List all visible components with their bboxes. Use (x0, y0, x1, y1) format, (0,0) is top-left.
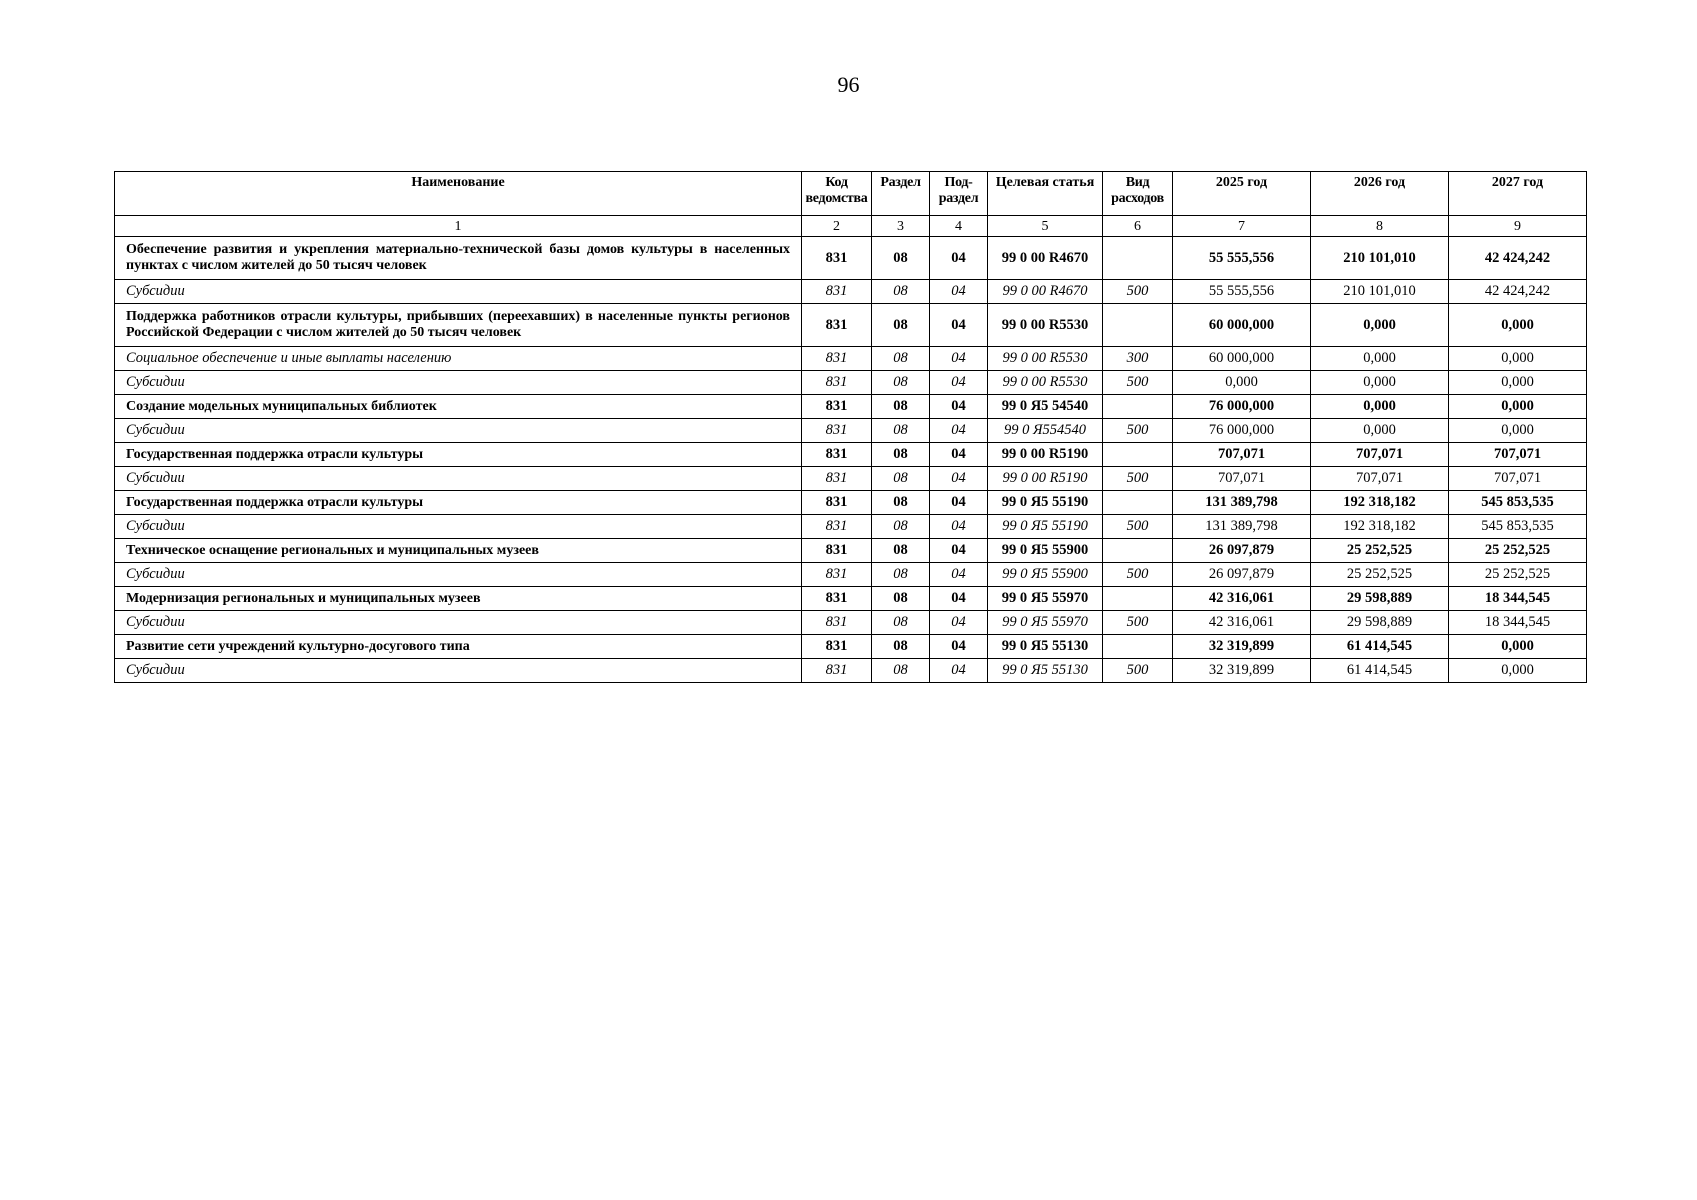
amount-2026-cell: 29 598,889 (1311, 611, 1449, 635)
amount-2027-cell: 0,000 (1449, 395, 1587, 419)
section-cell: 08 (872, 443, 930, 467)
header-year-2027: 2027 год (1449, 172, 1587, 216)
department-code-cell: 831 (802, 419, 872, 443)
subsection-cell: 04 (930, 371, 988, 395)
table-row (115, 371, 1587, 395)
target-article-cell: 99 0 00 R5530 (988, 371, 1103, 395)
row-name: Субсидии (115, 611, 802, 635)
table-row (115, 611, 1587, 635)
amount-2027-cell: 42 424,242 (1449, 237, 1587, 280)
row-name: Техническое оснащение региональных и муниципальных музеев (115, 539, 802, 563)
table-row (115, 304, 1587, 347)
table-row (115, 515, 1587, 539)
table-row (115, 419, 1587, 443)
amount-2026-cell: 707,071 (1311, 443, 1449, 467)
amount-2025-cell: 76 000,000 (1173, 395, 1311, 419)
subsection-cell: 04 (930, 539, 988, 563)
expense-type-cell (1103, 635, 1173, 659)
amount-2027-cell: 0,000 (1449, 659, 1587, 683)
amount-2026-cell: 0,000 (1311, 395, 1449, 419)
header-target-article: Целевая статья (988, 172, 1103, 216)
table-row (115, 539, 1587, 563)
header-year-2026: 2026 год (1311, 172, 1449, 216)
subsection-cell: 04 (930, 563, 988, 587)
amount-2026-cell: 25 252,525 (1311, 539, 1449, 563)
target-article-cell: 99 0 Я5 55130 (988, 635, 1103, 659)
amount-2027-cell: 0,000 (1449, 371, 1587, 395)
amount-2025-cell: 0,000 (1173, 371, 1311, 395)
amount-2025-cell: 32 319,899 (1173, 635, 1311, 659)
department-code-cell: 831 (802, 347, 872, 371)
section-cell: 08 (872, 515, 930, 539)
column-number: 9 (1449, 216, 1587, 237)
amount-2027-cell: 545 853,535 (1449, 491, 1587, 515)
subsection-cell: 04 (930, 304, 988, 347)
expense-type-cell (1103, 395, 1173, 419)
subsection-cell: 04 (930, 443, 988, 467)
section-cell: 08 (872, 659, 930, 683)
section-cell: 08 (872, 280, 930, 304)
department-code-cell: 831 (802, 237, 872, 280)
amount-2027-cell: 707,071 (1449, 443, 1587, 467)
header-name: Наименование (115, 172, 802, 216)
amount-2026-cell: 210 101,010 (1311, 237, 1449, 280)
target-article-cell: 99 0 Я5 55970 (988, 611, 1103, 635)
column-number: 7 (1173, 216, 1311, 237)
column-number: 4 (930, 216, 988, 237)
target-article-cell: 99 0 Я5 55900 (988, 563, 1103, 587)
department-code-cell: 831 (802, 587, 872, 611)
amount-2027-cell: 18 344,545 (1449, 587, 1587, 611)
target-article-cell: 99 0 Я5 55900 (988, 539, 1103, 563)
department-code-cell: 831 (802, 280, 872, 304)
target-article-cell: 99 0 Я5 55970 (988, 587, 1103, 611)
amount-2027-cell: 25 252,525 (1449, 539, 1587, 563)
subsection-cell: 04 (930, 587, 988, 611)
table-row (115, 237, 1587, 280)
table-row (115, 587, 1587, 611)
amount-2026-cell: 210 101,010 (1311, 280, 1449, 304)
section-cell: 08 (872, 563, 930, 587)
expense-type-cell (1103, 491, 1173, 515)
department-code-cell: 831 (802, 515, 872, 539)
target-article-cell: 99 0 00 R4670 (988, 237, 1103, 280)
section-cell: 08 (872, 587, 930, 611)
column-number-row (115, 216, 1587, 237)
amount-2025-cell: 707,071 (1173, 467, 1311, 491)
table-row (115, 395, 1587, 419)
row-name: Субсидии (115, 419, 802, 443)
section-cell: 08 (872, 419, 930, 443)
row-name: Обеспечение развития и укрепления материально-технической базы домов культуры в населенных пунктах с числом жителей до 50 тысяч человек (115, 237, 802, 280)
department-code-cell: 831 (802, 467, 872, 491)
row-name: Государственная поддержка отрасли культуры (115, 443, 802, 467)
amount-2027-cell: 0,000 (1449, 635, 1587, 659)
row-name: Поддержка работников отрасли культуры, прибывших (переехавших) в населенные пункты регионов Российской Федерации с числом жителей до 50 тысяч человек (115, 304, 802, 347)
row-name: Государственная поддержка отрасли культуры (115, 491, 802, 515)
table-body (115, 237, 1587, 683)
amount-2026-cell: 192 318,182 (1311, 515, 1449, 539)
row-name: Субсидии (115, 659, 802, 683)
amount-2025-cell: 42 316,061 (1173, 611, 1311, 635)
row-name: Субсидии (115, 371, 802, 395)
amount-2027-cell: 0,000 (1449, 419, 1587, 443)
section-cell: 08 (872, 237, 930, 280)
header-year-2025: 2025 год (1173, 172, 1311, 216)
row-name: Субсидии (115, 280, 802, 304)
expense-type-cell: 300 (1103, 347, 1173, 371)
subsection-cell: 04 (930, 467, 988, 491)
table-row (115, 563, 1587, 587)
header-department-code: Код ведомства (802, 172, 872, 216)
subsection-cell: 04 (930, 237, 988, 280)
department-code-cell: 831 (802, 563, 872, 587)
expense-type-cell: 500 (1103, 371, 1173, 395)
amount-2025-cell: 131 389,798 (1173, 491, 1311, 515)
column-number: 1 (115, 216, 802, 237)
subsection-cell: 04 (930, 395, 988, 419)
target-article-cell: 99 0 Я5 55190 (988, 491, 1103, 515)
row-name: Развитие сети учреждений культурно-досугового типа (115, 635, 802, 659)
subsection-cell: 04 (930, 515, 988, 539)
subsection-cell: 04 (930, 347, 988, 371)
amount-2025-cell: 55 555,556 (1173, 280, 1311, 304)
table-row (115, 443, 1587, 467)
row-name: Модернизация региональных и муниципальных музеев (115, 587, 802, 611)
budget-table (114, 171, 1587, 683)
target-article-cell: 99 0 00 R5190 (988, 467, 1103, 491)
section-cell: 08 (872, 304, 930, 347)
header-expense-type: Вид расходов (1103, 172, 1173, 216)
table-row (115, 347, 1587, 371)
target-article-cell: 99 0 Я5 54540 (988, 395, 1103, 419)
expense-type-cell: 500 (1103, 515, 1173, 539)
column-number: 2 (802, 216, 872, 237)
row-name: Субсидии (115, 563, 802, 587)
column-number: 6 (1103, 216, 1173, 237)
section-cell: 08 (872, 347, 930, 371)
expense-type-cell (1103, 587, 1173, 611)
amount-2026-cell: 0,000 (1311, 304, 1449, 347)
expense-type-cell: 500 (1103, 467, 1173, 491)
header-subsection: Под-раздел (930, 172, 988, 216)
amount-2026-cell: 0,000 (1311, 419, 1449, 443)
amount-2025-cell: 26 097,879 (1173, 563, 1311, 587)
expense-type-cell (1103, 539, 1173, 563)
expense-type-cell: 500 (1103, 659, 1173, 683)
expense-type-cell (1103, 304, 1173, 347)
expense-type-cell (1103, 443, 1173, 467)
department-code-cell: 831 (802, 635, 872, 659)
section-cell: 08 (872, 539, 930, 563)
subsection-cell: 04 (930, 280, 988, 304)
row-name: Социальное обеспечение и иные выплаты населению (115, 347, 802, 371)
target-article-cell: 99 0 Я5 55190 (988, 515, 1103, 539)
amount-2025-cell: 26 097,879 (1173, 539, 1311, 563)
expense-type-cell: 500 (1103, 419, 1173, 443)
section-cell: 08 (872, 371, 930, 395)
subsection-cell: 04 (930, 419, 988, 443)
department-code-cell: 831 (802, 371, 872, 395)
amount-2026-cell: 61 414,545 (1311, 635, 1449, 659)
section-cell: 08 (872, 491, 930, 515)
target-article-cell: 99 0 00 R4670 (988, 280, 1103, 304)
amount-2027-cell: 25 252,525 (1449, 563, 1587, 587)
subsection-cell: 04 (930, 635, 988, 659)
department-code-cell: 831 (802, 443, 872, 467)
amount-2027-cell: 0,000 (1449, 347, 1587, 371)
column-number: 8 (1311, 216, 1449, 237)
subsection-cell: 04 (930, 659, 988, 683)
row-name: Субсидии (115, 467, 802, 491)
header-section: Раздел (872, 172, 930, 216)
amount-2025-cell: 60 000,000 (1173, 347, 1311, 371)
amount-2026-cell: 29 598,889 (1311, 587, 1449, 611)
department-code-cell: 831 (802, 659, 872, 683)
amount-2026-cell: 0,000 (1311, 371, 1449, 395)
table-header (115, 172, 1587, 237)
amount-2027-cell: 42 424,242 (1449, 280, 1587, 304)
expense-type-cell: 500 (1103, 611, 1173, 635)
target-article-cell: 99 0 00 R5530 (988, 304, 1103, 347)
amount-2026-cell: 707,071 (1311, 467, 1449, 491)
expense-type-cell: 500 (1103, 280, 1173, 304)
amount-2026-cell: 0,000 (1311, 347, 1449, 371)
section-cell: 08 (872, 611, 930, 635)
amount-2025-cell: 32 319,899 (1173, 659, 1311, 683)
amount-2026-cell: 61 414,545 (1311, 659, 1449, 683)
department-code-cell: 831 (802, 491, 872, 515)
table-row (115, 659, 1587, 683)
amount-2025-cell: 131 389,798 (1173, 515, 1311, 539)
target-article-cell: 99 0 Я5 55130 (988, 659, 1103, 683)
amount-2025-cell: 60 000,000 (1173, 304, 1311, 347)
expense-type-cell (1103, 237, 1173, 280)
page-number: 96 (837, 72, 860, 97)
table-row (115, 467, 1587, 491)
amount-2027-cell: 707,071 (1449, 467, 1587, 491)
section-cell: 08 (872, 467, 930, 491)
amount-2026-cell: 25 252,525 (1311, 563, 1449, 587)
subsection-cell: 04 (930, 611, 988, 635)
table-row (115, 635, 1587, 659)
column-number: 5 (988, 216, 1103, 237)
department-code-cell: 831 (802, 395, 872, 419)
section-cell: 08 (872, 395, 930, 419)
amount-2027-cell: 18 344,545 (1449, 611, 1587, 635)
amount-2027-cell: 545 853,535 (1449, 515, 1587, 539)
target-article-cell: 99 0 00 R5530 (988, 347, 1103, 371)
target-article-cell: 99 0 Я554540 (988, 419, 1103, 443)
table-row (115, 280, 1587, 304)
target-article-cell: 99 0 00 R5190 (988, 443, 1103, 467)
header-row (115, 172, 1587, 216)
row-name: Субсидии (115, 515, 802, 539)
amount-2027-cell: 0,000 (1449, 304, 1587, 347)
table-row (115, 491, 1587, 515)
expense-type-cell: 500 (1103, 563, 1173, 587)
row-name: Создание модельных муниципальных библиотек (115, 395, 802, 419)
section-cell: 08 (872, 635, 930, 659)
amount-2025-cell: 42 316,061 (1173, 587, 1311, 611)
department-code-cell: 831 (802, 304, 872, 347)
amount-2025-cell: 76 000,000 (1173, 419, 1311, 443)
subsection-cell: 04 (930, 491, 988, 515)
department-code-cell: 831 (802, 539, 872, 563)
department-code-cell: 831 (802, 611, 872, 635)
amount-2025-cell: 707,071 (1173, 443, 1311, 467)
column-number: 3 (872, 216, 930, 237)
amount-2025-cell: 55 555,556 (1173, 237, 1311, 280)
amount-2026-cell: 192 318,182 (1311, 491, 1449, 515)
